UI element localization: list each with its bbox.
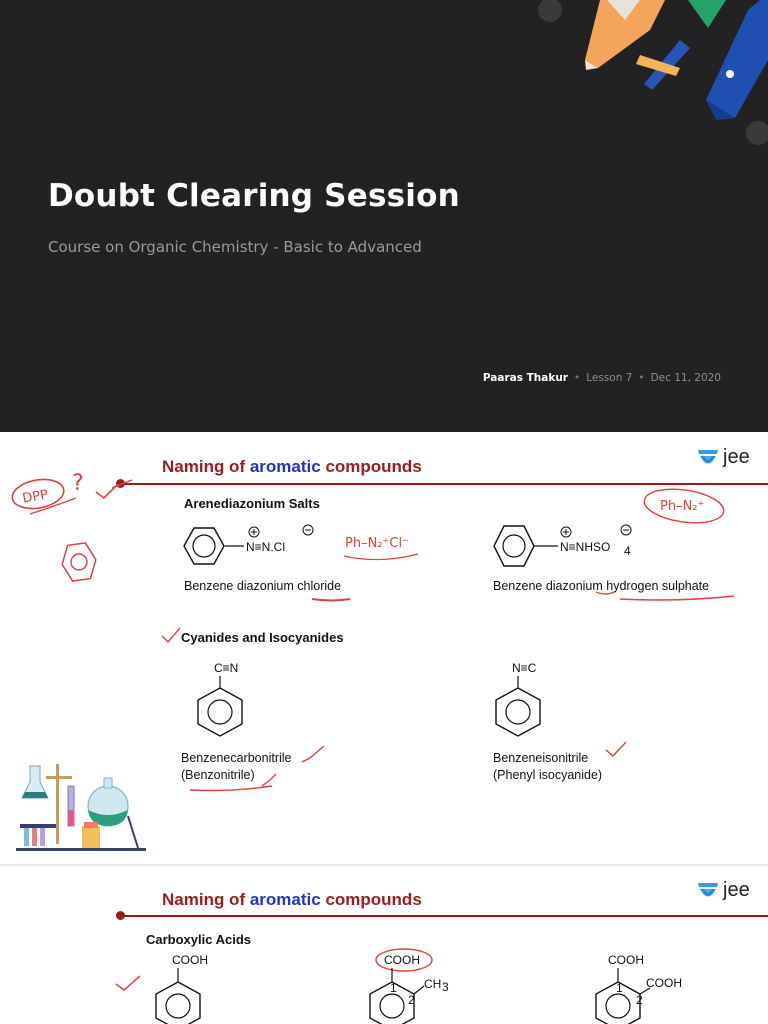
- phenyl-isocyanide-structure: [490, 656, 570, 746]
- acid2-sub: CH: [424, 977, 442, 991]
- dpp-annotation: DPP: [21, 487, 50, 507]
- question-annotation: ?: [72, 471, 84, 496]
- acid1-group: COOH: [172, 953, 208, 967]
- isonitrile-common: (Phenyl isocyanide): [493, 768, 603, 782]
- author-name: Paaras Thakur: [482, 372, 568, 384]
- course-subtitle: Course on Organic Chemistry - Basic to Advanced: [48, 238, 422, 256]
- section-arenediazonium: Arenediazonium Salts: [184, 496, 320, 511]
- heading-rule: [122, 915, 768, 917]
- diazonium-sulphate-name: Benzene diazonium hydrogen sulphate: [493, 579, 710, 593]
- lab-equipment-icon: [16, 756, 146, 856]
- nitrile-group: C≡N: [214, 661, 239, 675]
- section-cyanides: Cyanides and Isocyanides: [181, 630, 344, 645]
- slide-aromatic-naming-2: [0, 866, 768, 1024]
- unacademy-logo-icon: [697, 447, 719, 469]
- lesson-date: Dec 11, 2020: [650, 372, 721, 384]
- phthalic-acid-structure: [588, 950, 708, 1024]
- benzonitrile-common: (Benzonitrile): [181, 768, 255, 782]
- meta-separator: •: [574, 372, 581, 384]
- slide-heading: Naming of aromatic compounds: [162, 457, 422, 476]
- slide-heading: Naming of aromatic compounds: [162, 890, 422, 909]
- acid3-pos2: 2: [636, 993, 643, 1007]
- phenyl-isocyanide-name: [493, 750, 602, 784]
- diazonium-chloride-name: Benzene diazonium chloride: [184, 579, 342, 593]
- acid2-pos2: 2: [408, 993, 415, 1007]
- acid2-sub-n: 3: [442, 980, 449, 994]
- heading-rule-dot: [116, 911, 125, 920]
- title-slide: [0, 0, 768, 432]
- acid3-sub: COOH: [646, 976, 682, 990]
- ph-n2-annotation: Ph–N₂⁺: [660, 499, 705, 514]
- benzoic-acid-structure: [150, 950, 240, 1024]
- section-carboxylic-acids: Carboxylic Acids: [146, 932, 252, 947]
- isonitrile-group: N≡C: [512, 661, 537, 675]
- toluic-acid-structure: [362, 946, 472, 1024]
- slide-aromatic-naming-1: [0, 432, 768, 864]
- heading-rule: [122, 483, 768, 485]
- heading-rule-dot: [116, 479, 125, 488]
- diazonium-chloride-structure: [180, 518, 330, 578]
- lesson-number: Lesson 7: [586, 372, 633, 384]
- ph-n2-cl-annotation: Ph–N₂⁺Cl⁻: [345, 536, 409, 551]
- benzonitrile-structure: [185, 656, 265, 746]
- pencil-decoration-icon: [0, 0, 768, 432]
- isonitrile-iupac: Benzeneisonitrile: [493, 751, 589, 765]
- benzonitrile-iupac: Benzenecarbonitrile: [181, 751, 292, 765]
- diazonium-sulphate-formula: N≡NHSO: [560, 540, 611, 554]
- page-title: Doubt Clearing Session: [48, 178, 460, 214]
- unacademy-logo-icon: [697, 880, 719, 902]
- acid2-pos1: 1: [390, 981, 397, 995]
- acid2-group: COOH: [384, 953, 420, 967]
- meta-separator: •: [638, 372, 645, 384]
- benzonitrile-name: [181, 750, 292, 784]
- brand-text: jee: [723, 446, 750, 468]
- jee-logo: [697, 446, 750, 469]
- acid3-group: COOH: [608, 953, 644, 967]
- sulphate-subscript: 4: [624, 544, 631, 558]
- acid3-pos1: 1: [616, 981, 623, 995]
- jee-logo: [697, 879, 750, 902]
- brand-text: jee: [723, 879, 750, 901]
- lesson-meta: [483, 372, 721, 384]
- diazonium-chloride-formula: N≡N.Cl: [246, 540, 285, 554]
- diazonium-sulphate-structure: [490, 518, 650, 578]
